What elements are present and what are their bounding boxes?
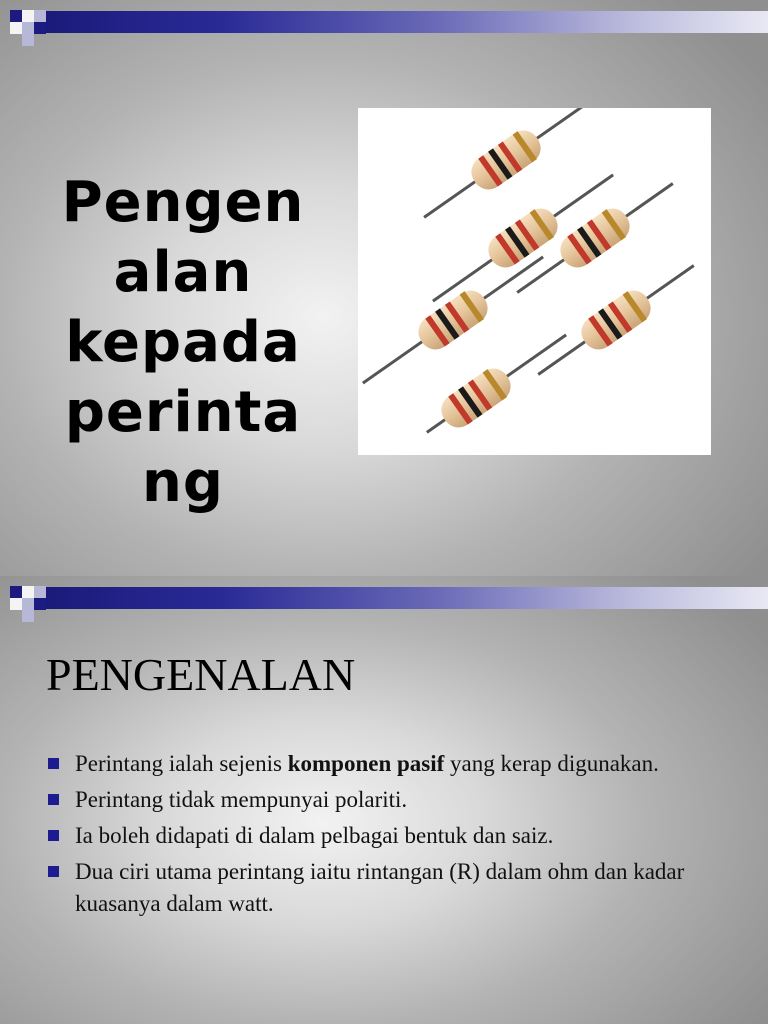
header-band (0, 576, 768, 622)
resistor-icon (358, 243, 553, 397)
header-gradient-bar (40, 587, 768, 609)
corner-square-icon (34, 22, 46, 34)
corner-square-icon (34, 10, 46, 22)
title-line: alan (113, 240, 253, 305)
title-line: Pengen (61, 170, 305, 235)
corner-square-icon (22, 610, 34, 622)
title-line: perinta (64, 380, 302, 445)
corner-square-icon (22, 10, 34, 22)
corner-square-icon (22, 34, 34, 46)
corner-square-icon (22, 586, 34, 598)
bullet-list (46, 748, 726, 924)
slide-2 (0, 576, 768, 1024)
square-bullet-icon (48, 830, 59, 841)
resistor-icon (528, 252, 703, 389)
square-bullet-icon (48, 866, 59, 877)
bullet-item (46, 784, 726, 816)
corner-square-icon (22, 22, 34, 34)
title-line: kepada (65, 310, 301, 375)
corner-square-icon (10, 22, 22, 34)
corner-square-icon (10, 10, 22, 22)
corner-square-icon (34, 598, 46, 610)
bullet-item (46, 748, 726, 780)
square-bullet-icon (48, 758, 59, 769)
bullet-item (46, 856, 726, 920)
bullet-text: Perintang ialah sejenis (75, 751, 288, 776)
corner-square-icon (34, 586, 46, 598)
corner-square-icon (10, 598, 22, 610)
title-line: ng (142, 450, 224, 515)
resistors-illustration (358, 108, 711, 455)
bullet-text: Dua ciri utama perintang iaitu rintangan (R) dalam ohm dan kadar kuasanya dalam watt. (75, 859, 685, 916)
bullet-text: Ia boleh didapati di dalam pelbagai bentuk dan saiz. (75, 823, 554, 848)
bullet-item (46, 820, 726, 852)
square-bullet-icon (48, 794, 59, 805)
bullet-text: Perintang tidak mempunyai polariti. (75, 787, 408, 812)
header-gradient-bar (40, 11, 768, 33)
bullet-text: yang kerap digunakan. (444, 751, 659, 776)
slide-title: PENGENALAN (46, 649, 356, 700)
corner-square-icon (10, 586, 22, 598)
resistors-photo-icon (358, 108, 711, 455)
corner-square-icon (22, 598, 34, 610)
slide-title (52, 168, 314, 518)
header-band (0, 0, 768, 46)
resistor-icon (414, 108, 597, 231)
bullet-bold-text: komponen pasif (287, 751, 445, 776)
